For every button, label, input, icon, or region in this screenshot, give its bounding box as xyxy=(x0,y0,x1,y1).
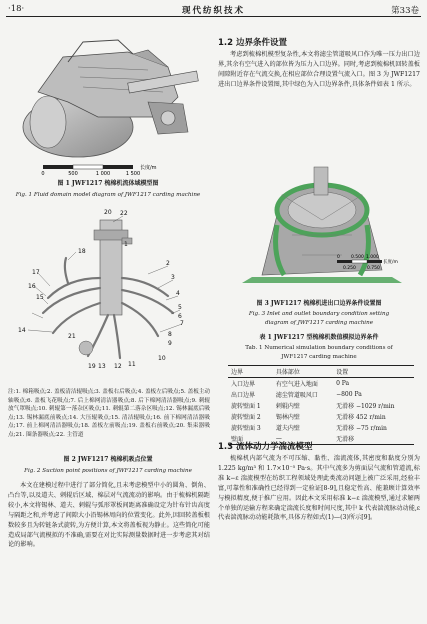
fig2-label: 18 xyxy=(78,248,86,255)
section-1-2-heading: 1.2 边界条件设置 xyxy=(218,38,288,48)
table-cell: 无滑移 452 r/min xyxy=(336,414,386,421)
table-cell: 旋转壁面 3 xyxy=(231,425,261,432)
fig2-label: 13 xyxy=(98,363,106,370)
volume-label: 第33卷 xyxy=(391,6,419,16)
fig1-scale-unit: 长度/m xyxy=(140,165,157,171)
section-1-2-body xyxy=(218,50,420,90)
fig2-label: 11 xyxy=(128,361,136,368)
table-row xyxy=(228,378,414,390)
table-cell: 无滑移 −1029 r/min xyxy=(336,403,395,410)
fig2-label: 17 xyxy=(32,269,40,276)
fig2-label: 6 xyxy=(178,313,182,320)
table-cell: 无滑移 −75 r/min xyxy=(336,425,387,432)
table-cell: 旋转壁面 2 xyxy=(231,414,261,421)
fig1-scale-tick: 1 500 xyxy=(125,171,141,177)
table-row xyxy=(228,400,414,411)
fig3-scale-tick: 1.000 xyxy=(366,255,379,260)
fig2-label: 5 xyxy=(178,304,182,311)
fig2-label: 19 xyxy=(88,363,96,370)
fig3-scale-unit: 长度/m xyxy=(383,260,398,265)
fig3-caption-en-2: diagram of JWF1217 carding machine xyxy=(264,320,374,326)
fig2-label: 15 xyxy=(36,294,44,301)
table-header-cell: 设置 xyxy=(336,369,349,376)
fig1-caption-cn: 图 1 JWF1217 梳棉机流体域模型图 xyxy=(57,180,159,187)
fig3-caption-cn: 图 3 JWF1217 梳棉机进出口边界条件设置图 xyxy=(256,300,382,307)
fig3-scale-tick: 0.750 xyxy=(367,266,380,271)
table-cell: 道夫内壁 xyxy=(275,425,300,432)
table-cell: 壁面 xyxy=(231,436,244,443)
table-cell: 出口边界 xyxy=(231,392,256,399)
fig2-label: 21 xyxy=(68,333,76,340)
fig2-caption-en: Fig. 2 Suction point positions of JWF1217 carding machine xyxy=(24,468,192,474)
table-cell: 锡林内壁 xyxy=(275,414,300,421)
fig3-caption-en-1: Fig. 3 Inlet and outlet boundary condition setting xyxy=(248,311,390,317)
table1-title-en-1: Tab. 1 Numerical simulation boundary conditions of xyxy=(245,345,393,351)
table-cell: 有空气进入地面 xyxy=(275,381,318,388)
fig2-label: 14 xyxy=(18,327,26,334)
left-body-text xyxy=(8,481,210,550)
fig2-caption-cn: 图 2 JWF1217 梳棉机吸点位置 xyxy=(63,456,153,463)
table-cell: 0 Pa xyxy=(336,380,350,387)
table-header-cell: 具体部位 xyxy=(275,369,300,376)
table-cell: −800 Pa xyxy=(336,391,362,398)
table-header-cell: 边界 xyxy=(231,369,244,376)
table-cell: 刺辊内壁 xyxy=(275,403,300,410)
fig1-scale-tick: 0 xyxy=(41,171,45,177)
table-row xyxy=(228,389,414,400)
fig2-label: 9 xyxy=(168,340,172,347)
table-cell: 旋转壁面 1 xyxy=(231,403,261,410)
fig2-suction-points xyxy=(8,208,208,383)
paragraph: 考虑到梳棉机模型复杂性,本文将滤尘管道吸风口作为唯一压力出口边界,其余有空气进入的部位皆为压力入口边界。同时,考虑到梳棉机回转盖板间隙附近存在气流交换,在相应部位合理设置气流入口。图 3 为 JWF1217 进出口边界条件设置图,其中绿色为入口边界条件,具体条件如表 1 所示。 xyxy=(218,51,420,88)
table-cell: 无滑移 xyxy=(336,436,355,443)
header-rule xyxy=(6,16,421,17)
table-header-row xyxy=(228,366,414,378)
table1-boundary-conditions xyxy=(228,365,414,445)
fig3-scale-tick: 0 xyxy=(337,255,340,260)
fig2-label: 2 xyxy=(166,260,170,267)
fig2-label: 1 xyxy=(124,241,128,248)
fig2-label: 8 xyxy=(168,331,172,338)
table-cell: — xyxy=(275,435,282,442)
section-1-3-heading: 1.3 流体动力学湍流模型 xyxy=(218,442,313,452)
fig2-legend: 注:1. 棉箱吸点;2. 盖板清洁辊吸点;3. 盖板右后吸点;4. 盖板左后吸点;5. 盖板主动轴吸点;6. 盖板飞花吸点;7. 后上棉网清洁器吸点;8. 后下棉网清洁器吸点;9. 刺辊放气罩吸点;10. 刺辊第一落杂区吸点;11. 刺辊第二落杂区吸点;12. 锡林漏底后吸点;13. 锡林漏底前吸点;14. 大压辊吸点;15. 清洁辊吸点;16. 前下棉网清洁器吸点;17. 前上棉网清洁器吸点;18. 盖板左前吸点;19. 盖板右前吸点;20. 集束器吸点;21. 圈条器吸点;22. 主管道 xyxy=(8,389,210,438)
fig2-label: 20 xyxy=(104,209,112,216)
fig1-scale-tick: 1 000 xyxy=(95,171,111,177)
fig3-boundary-conditions xyxy=(222,165,418,295)
fig1-scale-tick: 500 xyxy=(68,171,78,177)
table1-title-en-2: JWF1217 carding machine xyxy=(281,354,357,360)
paragraph: 梳棉机内部气流为不可压缩、黏性、湍流流体,其密度和黏度分别为 1.225 kg/m³ 和 1.7×10⁻⁵ Pa·s。其中气流多为剪面层气流和管道流,标准 k−ε 湍流模型在纺织工程领域处理此类流动问题上被广泛采用,经验丰富,可靠性和准确性已经得到一定验证[8-9],且稳定性高、能兼顾计算效率与模拟精度,便于推广应用。因此本文采用标准 k−ε 湍流模型,通过求解两个单独的运输方程来确定湍流长度和时间尺度,其中 k 代表湍流脉动动能,ε 代表湍流脉动动能耗散率,具体方程如式(1)—(3)所示[9]。 xyxy=(218,455,420,522)
fig1-caption-en: Fig. 1 Fluid domain model diagram of JWF1217 carding machine xyxy=(15,192,201,198)
table-row xyxy=(228,422,414,433)
page-number: ·18· xyxy=(8,4,25,14)
fig2-label: 22 xyxy=(120,210,128,217)
fig3-scale-tick: 0.250 xyxy=(343,266,356,271)
fig2-label: 10 xyxy=(158,355,166,362)
table1-title-cn: 表 1 JWF1217 型梳棉机数值模拟边界条件 xyxy=(259,334,379,341)
journal-title: 现代纺织技术 xyxy=(181,6,245,16)
fig2-label: 16 xyxy=(28,283,36,290)
table-cell: 入口边界 xyxy=(231,381,256,388)
fig2-label: 4 xyxy=(176,290,180,297)
fig2-label: 7 xyxy=(180,320,184,327)
fig2-label: 3 xyxy=(171,274,175,281)
fig2-label: 12 xyxy=(114,363,122,370)
table-cell: 滤尘管道吸风口 xyxy=(275,392,318,399)
fig3-scale-tick: 0.500 xyxy=(351,255,364,260)
table-row xyxy=(228,411,414,422)
fig1-fluid-domain-model xyxy=(8,22,208,177)
section-1-3-body xyxy=(218,454,420,523)
paragraph: 本文在建模过程中进行了部分简化,且未考虑模型中小的圆角、倒角、凸台等,以及道夫、刺辊后区域、棉层对气流流动的影响。由于梳棉机隔距较小,本文将锡林、道夫、刺辊与弧形罩板间距离准确设定为针布针齿高度与隔距之和,并考虑了间隙大小沿锡林周向的位置变化。此外,因回转盖板根数较多且为转链条式旋转,为方便计算,本文将盖板视为静止。这些简化可能造成局部气流模拟的不准确,需要在对比实际测量数据时进一步考虑其对结论的影响。 xyxy=(8,482,210,549)
